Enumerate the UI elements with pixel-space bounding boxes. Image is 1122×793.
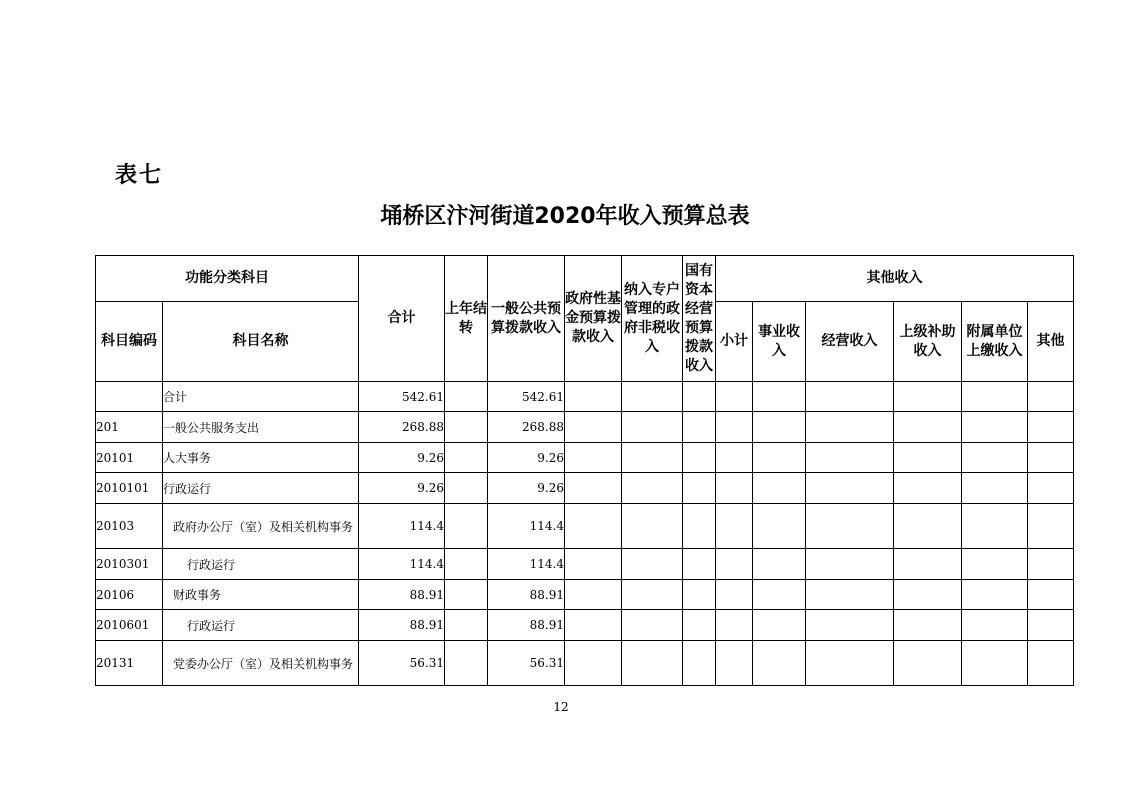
- total-header: 合计: [359, 256, 445, 382]
- general-public-value: 268.88: [488, 412, 565, 443]
- total-value: 88.91: [359, 580, 445, 610]
- general-public-value: 9.26: [488, 443, 565, 473]
- general-public-value: 9.26: [488, 473, 565, 504]
- functional-category-header: 功能分类科目: [96, 256, 359, 302]
- table-row: [96, 504, 1074, 549]
- subject-name: 行政运行: [163, 610, 359, 641]
- total-value: 542.61: [359, 382, 445, 412]
- subject-code: 2010601: [96, 610, 163, 641]
- total-value: 9.26: [359, 443, 445, 473]
- table-row: [96, 549, 1074, 580]
- subject-code: 2010101: [96, 473, 163, 504]
- subtotal-header: 小计: [716, 302, 753, 382]
- table-row: [96, 473, 1074, 504]
- total-value: 9.26: [359, 473, 445, 504]
- general-public-value: 542.61: [488, 382, 565, 412]
- subject-code: 20106: [96, 580, 163, 610]
- total-value: 268.88: [359, 412, 445, 443]
- document-title: 埇桥区汴河街道2020年收入预算总表: [380, 204, 750, 229]
- total-value: 114.4: [359, 549, 445, 580]
- subject-code: 201: [96, 412, 163, 443]
- subject-name: 一般公共服务支出: [163, 412, 359, 443]
- subject-name: 合计: [163, 382, 359, 412]
- general-public-value: 56.31: [488, 641, 565, 686]
- other-income-header: 其他收入: [716, 256, 1074, 302]
- subject-name: 人大事务: [163, 443, 359, 473]
- subject-name: 财政事务: [163, 580, 359, 610]
- subject-name: 政府办公厅（室）及相关机构事务: [163, 504, 359, 549]
- subject-code: 20101: [96, 443, 163, 473]
- operating-income-header: 经营收入: [806, 302, 894, 382]
- total-value: 114.4: [359, 504, 445, 549]
- table-row: [96, 382, 1074, 412]
- subject-code-header: 科目编码: [96, 302, 163, 382]
- header-row-1: [96, 256, 1074, 302]
- general-public-value: 114.4: [488, 504, 565, 549]
- page-number: 12: [553, 700, 569, 714]
- table-row: [96, 443, 1074, 473]
- document-label: 表七: [115, 163, 164, 188]
- government-fund-budget-header: 政府性基金预算拨款收入: [565, 256, 622, 382]
- table-row: [96, 610, 1074, 641]
- affiliated-unit-remittance-header: 附属单位上缴收入: [962, 302, 1028, 382]
- subject-code: 20103: [96, 504, 163, 549]
- total-value: 56.31: [359, 641, 445, 686]
- table-row: [96, 412, 1074, 443]
- special-account-nontax-header: 纳入专户管理的政府非税收入: [622, 256, 683, 382]
- subject-code: 20131: [96, 641, 163, 686]
- general-public-budget-header: 一般公共预算拨款收入: [488, 256, 565, 382]
- general-public-value: 88.91: [488, 580, 565, 610]
- higher-level-subsidy-header: 上级补助收入: [894, 302, 962, 382]
- table-row: [96, 580, 1074, 610]
- subject-code: 2010301: [96, 549, 163, 580]
- prior-year-carryover-header: 上年结转: [445, 256, 488, 382]
- state-capital-budget-header: 国有资本经营预算拨款收入: [683, 256, 716, 382]
- table-row: [96, 641, 1074, 686]
- subject-name-header: 科目名称: [163, 302, 359, 382]
- other-header: 其他: [1028, 302, 1074, 382]
- subject-name: 行政运行: [163, 549, 359, 580]
- business-income-header: 事业收入: [753, 302, 806, 382]
- subject-code: [96, 382, 163, 412]
- general-public-value: 88.91: [488, 610, 565, 641]
- subject-name: 党委办公厅（室）及相关机构事务: [163, 641, 359, 686]
- income-budget-table: [95, 255, 1074, 686]
- subject-name: 行政运行: [163, 473, 359, 504]
- general-public-value: 114.4: [488, 549, 565, 580]
- total-value: 88.91: [359, 610, 445, 641]
